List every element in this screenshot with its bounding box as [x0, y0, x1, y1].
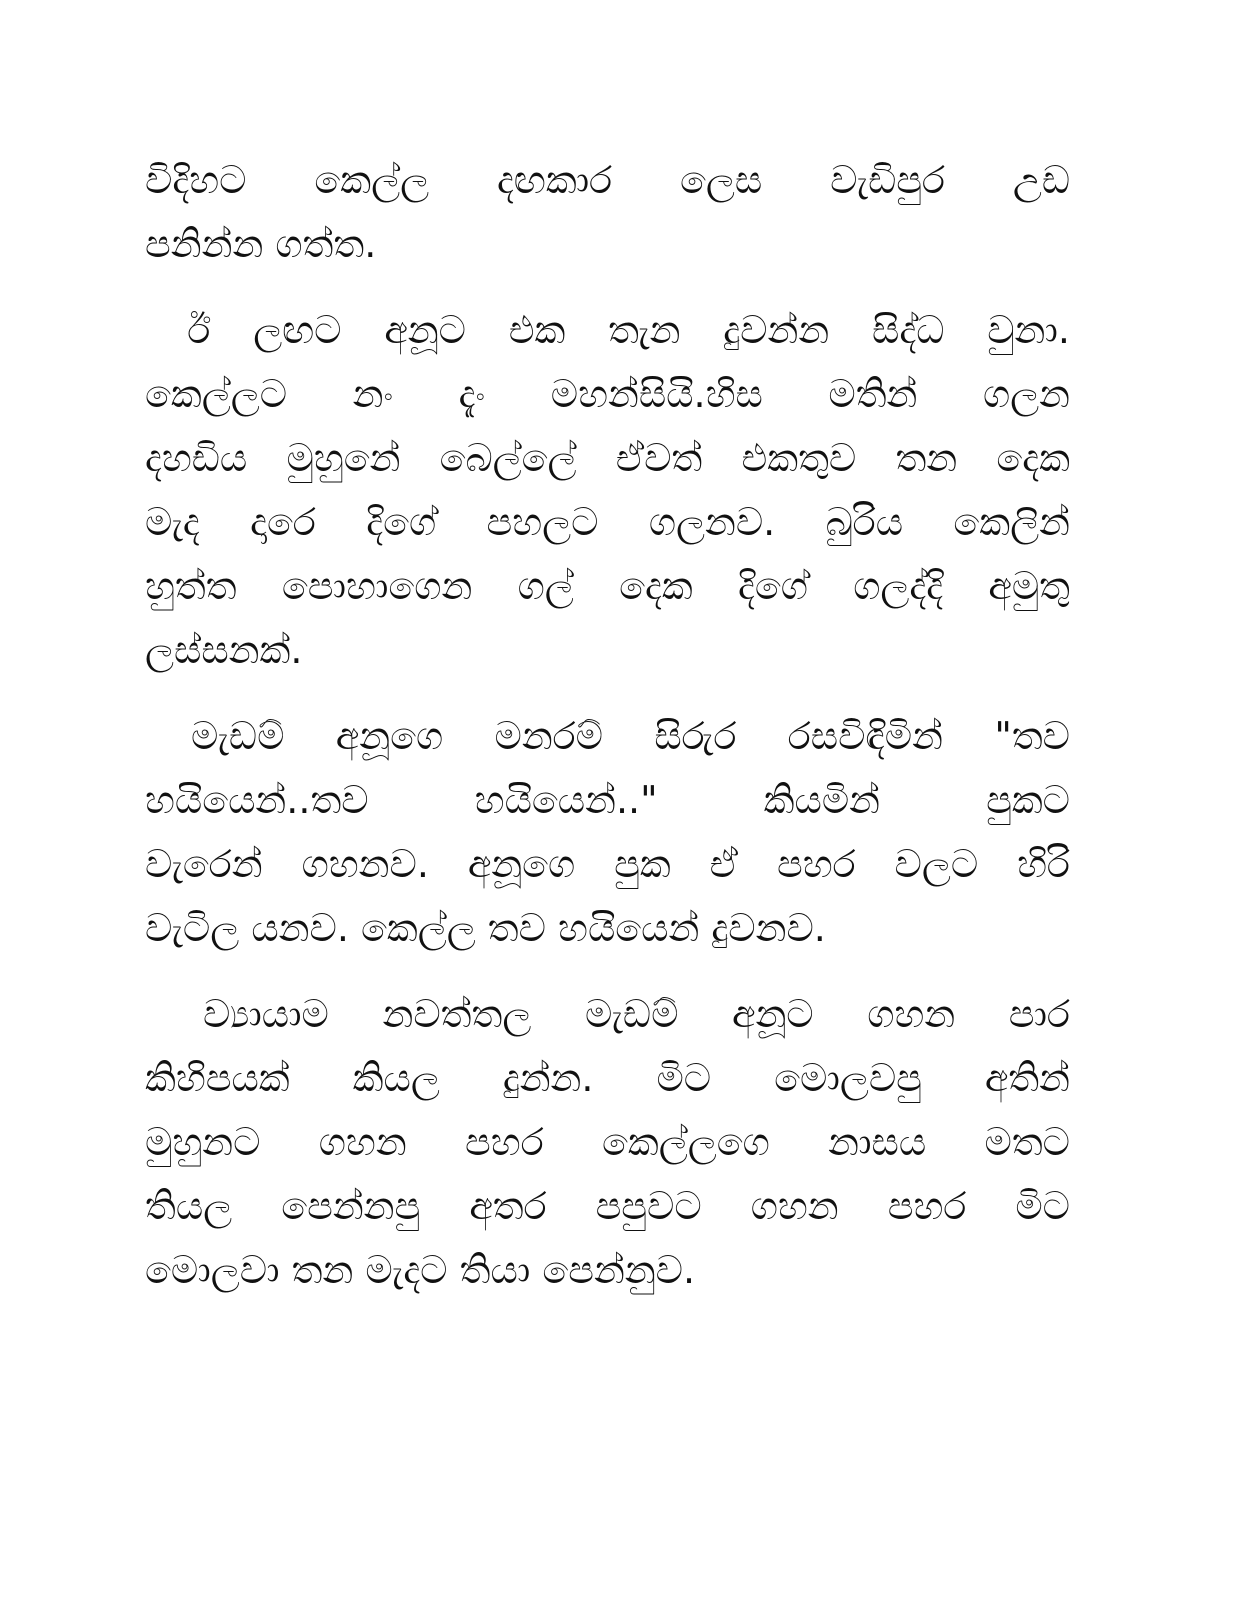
paragraph-4	[145, 982, 1070, 1302]
text-line: තියල පෙන්නපු අතර පපුවට ගහන පහර මිට	[145, 1184, 1070, 1228]
text-line: මැඩම් අනූගෙ මනරම් සිරුර රසවිඳිමින් "තව	[191, 714, 1070, 758]
body-text	[145, 148, 1070, 1324]
text-line: මොලවා තන මැදට තියා පෙන්නුව.	[145, 1248, 696, 1292]
paragraph-1	[145, 148, 1070, 276]
paragraph-3	[145, 704, 1070, 960]
text-line: මැද දාරෙ දිගේ පහලට ගලනව. බුරිය කෙලින්	[145, 500, 1070, 544]
text-line: මුහුනට ගහන පහර කෙල්ලගෙ නාසය මතට	[145, 1120, 1070, 1164]
text-line: හුත්ත පොහාගෙන ගල් දෙක දිගේ ගලද්දි අමුතු	[145, 564, 1070, 608]
paragraph-2	[145, 298, 1070, 682]
text-line: හයියෙන්..තව හයියෙන්.." කියමින් පුකට	[145, 778, 1070, 822]
text-line: කිහිපයක් කියල දුන්න. මිට මොලවපු අතින්	[145, 1056, 1070, 1100]
text-line: වැරෙන් ගහනව. අනූගෙ පුක ඒ පහර වලට හිරි	[145, 842, 1070, 886]
text-line: කෙල්ලට නං දැං මහන්සියි.හිස මතින් ගලන	[145, 372, 1070, 416]
text-line: වැටිල යනව. කෙල්ල තව හයියෙන් දුවනව.	[145, 906, 826, 950]
text-line: දහඩිය මුහුනේ බෙල්ලේ ඒවත් එකතුව තන දෙක	[145, 436, 1070, 480]
text-line: පනින්න ගත්ත.	[145, 222, 377, 266]
text-line: ඊ ලඟට අනූට එක තැන දුවන්න සිද්ධ වුනා.	[187, 308, 1070, 352]
text-line: විදිහට කෙල්ල දඟකාර ලෙස වැඩිපුර උඩ	[145, 158, 1070, 202]
text-line: ලස්සනක්.	[145, 628, 303, 672]
text-line: ව්‍යායාම නවත්තල මැඩම් අනූට ගහන පාර	[203, 992, 1070, 1036]
